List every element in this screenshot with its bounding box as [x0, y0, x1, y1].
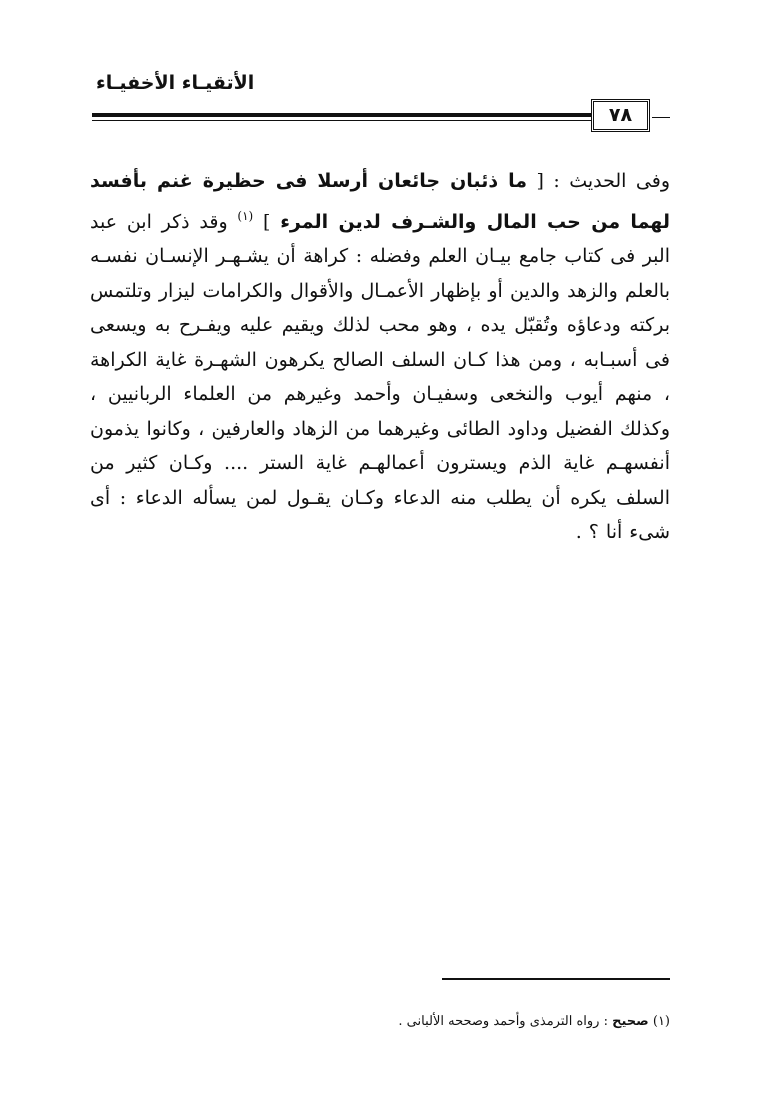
hadith-text: ما ذئبان جائعان أرسلا فى حظيرة غنم بأفسد لهما من حب المال والشـرف لدين المرء — [90, 170, 670, 233]
footnote-reference: (١) — [237, 208, 254, 223]
page-number: ٧٨ — [591, 99, 650, 132]
footnote-number: (١) — [652, 1014, 670, 1029]
header-rule-right — [652, 117, 670, 118]
paragraph-text: وقد ذكر ابن عبد البر فى كتاب جامع بيـان العلم وفضله : كراهة أن يشـهـر الإنسـان نفسـه بالعلم والزهد والدين أو بإظهار الأعمـال والأقوال والكرامات ليزار وتلتمس بركته ودعاؤه وتُقبّل يده ، وهو محب لذلك ويقيم عليه ويفـرح به ويسعى فى أسبـابه ، ومن هذا كـان السلف الصالح يكرهون الشهـرة غاية الكراهة ، منهم أيوب والنخعى وسفيـان وأحمد وغيرهم من العلماء الربانيين ، وكذلك الفضيل وداود الطائى وغيرهما من الزهاد والعارفين ، وكانوا يذمون أنفسهـم غاية الذم ويسترون أعمالهـم غاية الستر .... وكـان كثير من السلف يكره أن يطلب منه الدعاء وكـان يقـول لمن يسأله الدعاء : أى شىء أنا ؟ . — [90, 210, 670, 543]
body-paragraph — [90, 164, 670, 550]
running-title: الأتقيـاء الأخفيـاء — [96, 72, 255, 94]
footnote-label: صحيح — [612, 1014, 649, 1029]
footnote-text: : رواه الترمذى وأحمد وصححه الألبانى . — [398, 1014, 613, 1029]
intro-text: وفى الحديث : [ — [527, 170, 670, 192]
header-rule-thin — [92, 120, 592, 121]
footnote-separator — [442, 978, 670, 980]
hadith-close: ] — [253, 210, 281, 233]
footnote — [398, 1014, 670, 1029]
header-rule-thick — [92, 113, 592, 117]
